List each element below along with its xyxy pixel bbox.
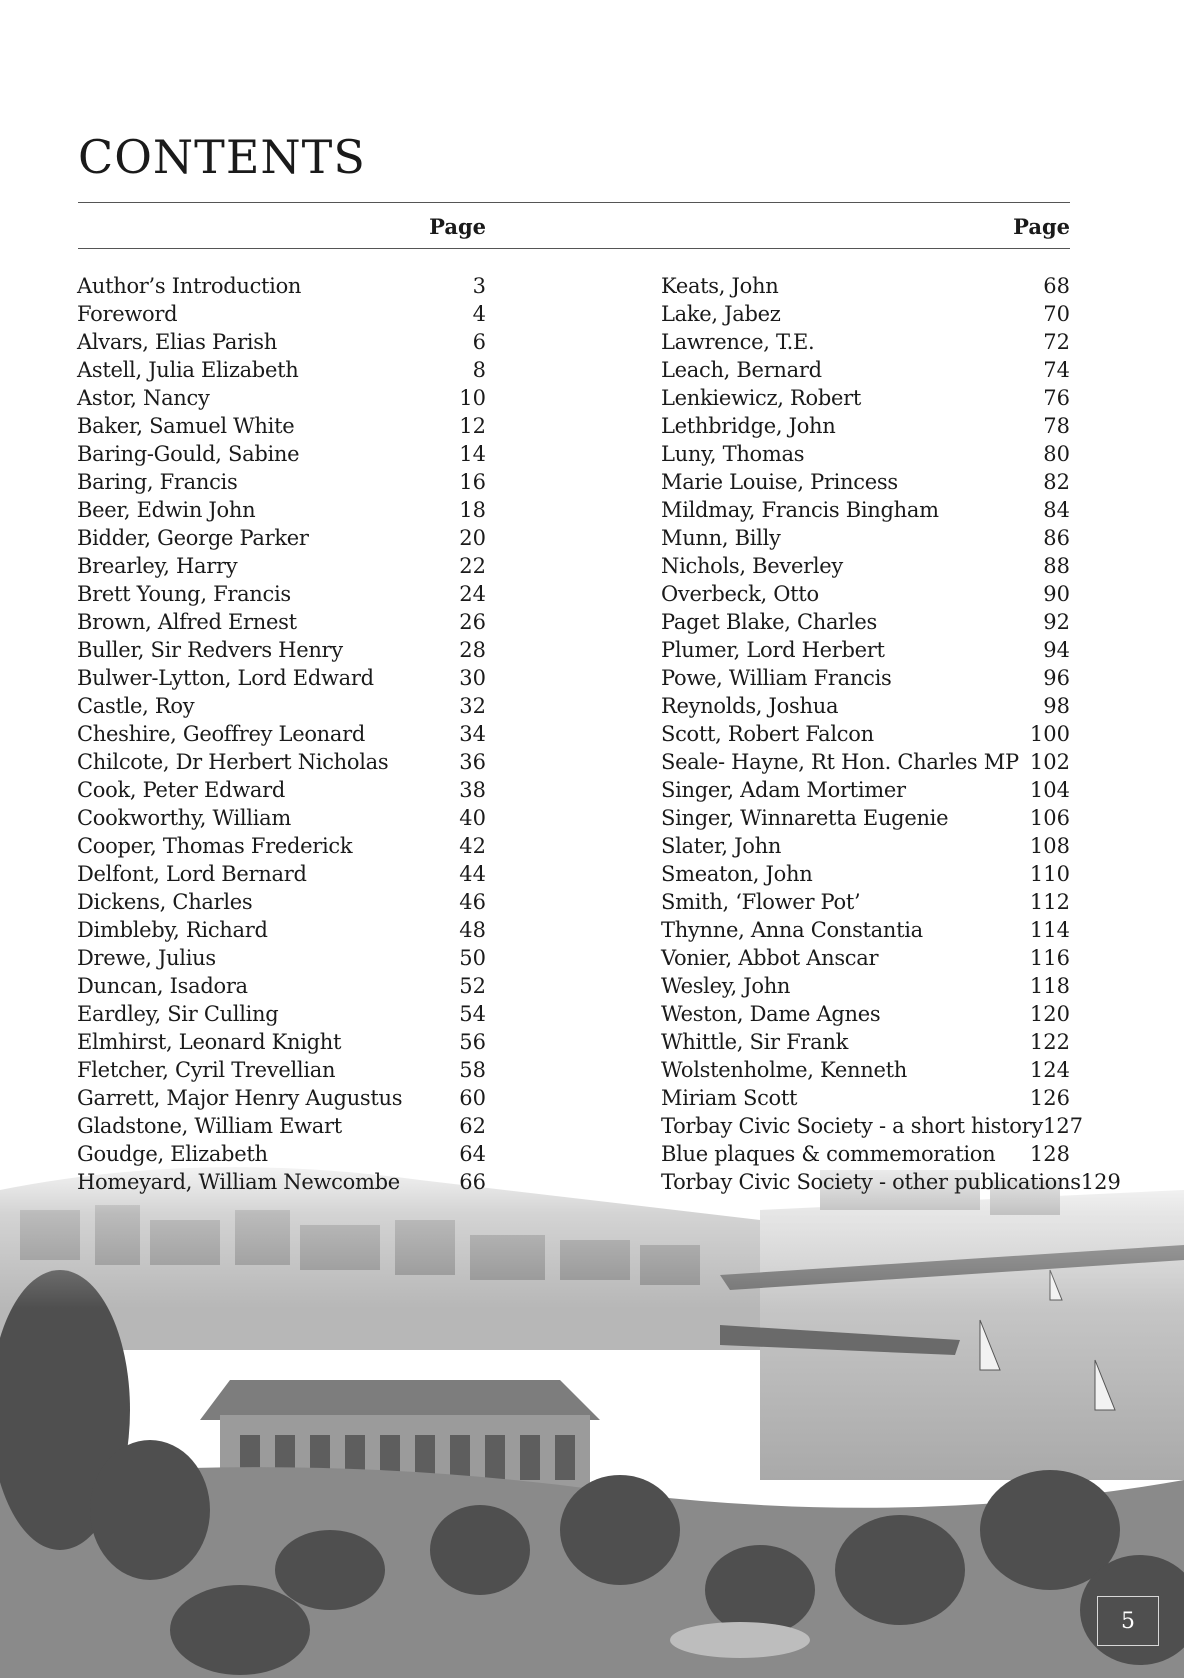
entry-page-number: 14: [459, 442, 486, 466]
entry-page-number: 86: [1043, 526, 1070, 550]
entry-title: Powe, William Francis: [661, 666, 892, 690]
contents-entry: [77, 552, 486, 580]
entry-page-number: 54: [459, 1002, 486, 1026]
contents-entry: [661, 1084, 1070, 1112]
entry-title: Slater, John: [661, 834, 782, 858]
entry-page-number: 32: [459, 694, 486, 718]
entry-page-number: 108: [1029, 834, 1070, 858]
contents-entry: [77, 496, 486, 524]
entry-title: Foreword: [77, 302, 178, 326]
entry-page-number: 126: [1029, 1086, 1070, 1110]
entry-title: Smeaton, John: [661, 862, 813, 886]
entry-page-number: 12: [459, 414, 486, 438]
header-top-rule: [78, 202, 1070, 203]
contents-entry: [661, 720, 1070, 748]
entry-title: Alvars, Elias Parish: [77, 330, 277, 354]
contents-entry: [77, 1140, 486, 1168]
contents-entry: [661, 1000, 1070, 1028]
contents-entry: [77, 1112, 486, 1140]
contents-entry: [661, 916, 1070, 944]
entry-page-number: 92: [1043, 610, 1070, 634]
harbour-engraving-illustration: [0, 1150, 1184, 1678]
entry-title: Keats, John: [661, 274, 779, 298]
entry-title: Cheshire, Geoffrey Leonard: [77, 722, 365, 746]
entry-title: Buller, Sir Redvers Henry: [77, 638, 343, 662]
entry-title: Cook, Peter Edward: [77, 778, 285, 802]
entry-page-number: 122: [1029, 1030, 1070, 1054]
contents-entry: [661, 944, 1070, 972]
contents-entry: [77, 804, 486, 832]
contents-entry: [661, 328, 1070, 356]
entry-page-number: 127: [1042, 1114, 1084, 1138]
contents-entry: [77, 832, 486, 860]
entry-page-number: 72: [1043, 330, 1070, 354]
contents-entry: [77, 636, 486, 664]
contents-entry: [77, 1056, 486, 1084]
entry-page-number: 8: [472, 358, 486, 382]
contents-entry: [661, 524, 1070, 552]
contents-entry: [77, 664, 486, 692]
entry-page-number: 74: [1043, 358, 1070, 382]
entry-title: Homeyard, William Newcombe: [77, 1170, 400, 1194]
contents-entry: [661, 748, 1070, 776]
contents-list-left: [77, 272, 486, 1196]
entry-page-number: 102: [1029, 750, 1070, 774]
contents-entry: [77, 1168, 486, 1196]
contents-entry: [661, 496, 1070, 524]
entry-page-number: 4: [472, 302, 486, 326]
contents-entry: [661, 356, 1070, 384]
entry-page-number: 18: [459, 498, 486, 522]
entry-title: Baring, Francis: [77, 470, 238, 494]
entry-title: Reynolds, Joshua: [661, 694, 839, 718]
entry-title: Smith, ‘Flower Pot’: [661, 890, 861, 914]
entry-title: Bidder, George Parker: [77, 526, 309, 550]
entry-title: Drewe, Julius: [77, 946, 216, 970]
entry-page-number: 10: [459, 386, 486, 410]
entry-page-number: 112: [1029, 890, 1070, 914]
contents-entry: [77, 1000, 486, 1028]
contents-entry: [77, 1028, 486, 1056]
entry-title: Munn, Billy: [661, 526, 781, 550]
entry-page-number: 120: [1029, 1002, 1070, 1026]
contents-entry: [77, 328, 486, 356]
entry-page-number: 44: [459, 862, 486, 886]
entry-title: Goudge, Elizabeth: [77, 1142, 268, 1166]
contents-entry: [77, 608, 486, 636]
contents-entry: [77, 860, 486, 888]
entry-title: Duncan, Isadora: [77, 974, 248, 998]
entry-page-number: 28: [459, 638, 486, 662]
contents-entry: [661, 832, 1070, 860]
entry-page-number: 104: [1029, 778, 1070, 802]
contents-entry: [661, 636, 1070, 664]
entry-title: Lake, Jabez: [661, 302, 781, 326]
contents-entry: [77, 916, 486, 944]
entry-page-number: 80: [1043, 442, 1070, 466]
entry-title: Gladstone, William Ewart: [77, 1114, 342, 1138]
entry-page-number: 110: [1029, 862, 1070, 886]
entry-title: Overbeck, Otto: [661, 582, 819, 606]
entry-page-number: 40: [459, 806, 486, 830]
entry-title: Vonier, Abbot Anscar: [661, 946, 879, 970]
entry-page-number: 76: [1043, 386, 1070, 410]
entry-page-number: 48: [459, 918, 486, 942]
entry-title: Garrett, Major Henry Augustus: [77, 1086, 403, 1110]
contents-entry: [77, 468, 486, 496]
contents-entry: [77, 440, 486, 468]
entry-title: Brett Young, Francis: [77, 582, 291, 606]
entry-title: Brearley, Harry: [77, 554, 238, 578]
entry-title: Author’s Introduction: [77, 274, 302, 298]
entry-title: Baker, Samuel White: [77, 414, 295, 438]
entry-title: Whittle, Sir Frank: [661, 1030, 848, 1054]
entry-title: Fletcher, Cyril Trevellian: [77, 1058, 336, 1082]
entry-page-number: 20: [459, 526, 486, 550]
entry-title: Delfont, Lord Bernard: [77, 862, 307, 886]
entry-page-number: 106: [1029, 806, 1070, 830]
contents-entry: [77, 720, 486, 748]
contents-entry: [661, 552, 1070, 580]
entry-page-number: 82: [1043, 470, 1070, 494]
entry-title: Torbay Civic Society - a short history: [661, 1114, 1043, 1138]
entry-page-number: 128: [1029, 1142, 1070, 1166]
contents-entry: [661, 1056, 1070, 1084]
contents-entry: [77, 412, 486, 440]
entry-page-number: 98: [1043, 694, 1070, 718]
entry-title: Bulwer-Lytton, Lord Edward: [77, 666, 374, 690]
contents-entry: [661, 440, 1070, 468]
entry-page-number: 78: [1043, 414, 1070, 438]
contents-entry: [661, 664, 1070, 692]
entry-title: Torbay Civic Society - other publications: [661, 1170, 1081, 1194]
contents-entry: [661, 888, 1070, 916]
entry-title: Lethbridge, John: [661, 414, 836, 438]
header-bottom-rule: [78, 248, 1070, 249]
contents-entry: [661, 804, 1070, 832]
entry-page-number: 116: [1029, 946, 1070, 970]
entry-page-number: 114: [1029, 918, 1070, 942]
entry-page-number: 70: [1043, 302, 1070, 326]
entry-page-number: 118: [1029, 974, 1070, 998]
entry-page-number: 64: [459, 1142, 486, 1166]
contents-entry: [661, 692, 1070, 720]
contents-entry: [77, 300, 486, 328]
entry-page-number: 36: [459, 750, 486, 774]
entry-title: Beer, Edwin John: [77, 498, 256, 522]
entry-page-number: 24: [459, 582, 486, 606]
entry-title: Luny, Thomas: [661, 442, 805, 466]
entry-page-number: 6: [472, 330, 486, 354]
entry-page-number: 129: [1080, 1170, 1121, 1194]
entry-title: Wolstenholme, Kenneth: [661, 1058, 907, 1082]
entry-title: Wesley, John: [661, 974, 791, 998]
contents-entry: [77, 356, 486, 384]
entry-title: Seale- Hayne, Rt Hon. Charles MP: [661, 750, 1019, 774]
contents-entry: [77, 972, 486, 1000]
entry-title: Singer, Adam Mortimer: [661, 778, 906, 802]
contents-entry: [77, 692, 486, 720]
contents-entry: [661, 1140, 1070, 1168]
page-column-header-left: Page: [429, 214, 486, 239]
entry-title: Marie Louise, Princess: [661, 470, 898, 494]
entry-page-number: 50: [459, 946, 486, 970]
entry-title: Weston, Dame Agnes: [661, 1002, 881, 1026]
entry-title: Singer, Winnaretta Eugenie: [661, 806, 949, 830]
contents-entry: [77, 524, 486, 552]
entry-page-number: 96: [1043, 666, 1070, 690]
entry-page-number: 100: [1029, 722, 1070, 746]
entry-page-number: 90: [1043, 582, 1070, 606]
contents-entry: [661, 580, 1070, 608]
entry-page-number: 34: [459, 722, 486, 746]
contents-entry: [661, 300, 1070, 328]
entry-title: Astell, Julia Elizabeth: [77, 358, 299, 382]
contents-entry: [661, 860, 1070, 888]
page-title: CONTENTS: [78, 130, 366, 184]
contents-entry: [661, 412, 1070, 440]
entry-title: Dimbleby, Richard: [77, 918, 268, 942]
entry-title: Mildmay, Francis Bingham: [661, 498, 939, 522]
contents-entry: [77, 944, 486, 972]
entry-title: Lawrence, T.E.: [661, 330, 815, 354]
entry-title: Paget Blake, Charles: [661, 610, 877, 634]
entry-page-number: 60: [459, 1086, 486, 1110]
contents-entry: [77, 888, 486, 916]
entry-title: Castle, Roy: [77, 694, 195, 718]
contents-entry: [77, 384, 486, 412]
entry-page-number: 56: [459, 1030, 486, 1054]
entry-page-number: 94: [1043, 638, 1070, 662]
contents-entry: [661, 608, 1070, 636]
entry-title: Lenkiewicz, Robert: [661, 386, 862, 410]
contents-entry: [661, 384, 1070, 412]
entry-title: Dickens, Charles: [77, 890, 253, 914]
entry-title: Elmhirst, Leonard Knight: [77, 1030, 342, 1054]
entry-page-number: 68: [1043, 274, 1070, 298]
entry-title: Plumer, Lord Herbert: [661, 638, 885, 662]
entry-title: Scott, Robert Falcon: [661, 722, 874, 746]
entry-title: Baring-Gould, Sabine: [77, 442, 300, 466]
entry-page-number: 124: [1029, 1058, 1070, 1082]
contents-entry: [661, 776, 1070, 804]
entry-page-number: 46: [459, 890, 486, 914]
entry-page-number: 22: [459, 554, 486, 578]
contents-entry: [77, 580, 486, 608]
entry-page-number: 62: [459, 1114, 486, 1138]
entry-title: Nichols, Beverley: [661, 554, 843, 578]
contents-list-right: [661, 272, 1121, 1196]
contents-entry: [661, 272, 1070, 300]
contents-entry: [77, 748, 486, 776]
entry-page-number: 3: [472, 274, 486, 298]
entry-title: Brown, Alfred Ernest: [77, 610, 297, 634]
contents-entry: [661, 1168, 1121, 1196]
entry-page-number: 42: [459, 834, 486, 858]
entry-title: Leach, Bernard: [661, 358, 822, 382]
entry-page-number: 88: [1043, 554, 1070, 578]
entry-title: Cooper, Thomas Frederick: [77, 834, 353, 858]
contents-entry: [77, 272, 486, 300]
entry-title: Cookworthy, William: [77, 806, 291, 830]
page-number: 5: [1097, 1596, 1159, 1646]
entry-page-number: 38: [459, 778, 486, 802]
entry-title: Eardley, Sir Culling: [77, 1002, 279, 1026]
entry-title: Blue plaques & commemoration: [661, 1142, 996, 1166]
entry-page-number: 84: [1043, 498, 1070, 522]
page-column-header-right: Page: [1013, 214, 1070, 239]
contents-entry: [661, 972, 1070, 1000]
entry-page-number: 66: [459, 1170, 486, 1194]
contents-entry: [661, 468, 1070, 496]
entry-page-number: 30: [459, 666, 486, 690]
contents-entry: [661, 1028, 1070, 1056]
entry-page-number: 58: [459, 1058, 486, 1082]
entry-title: Astor, Nancy: [77, 386, 210, 410]
contents-entry: [77, 1084, 486, 1112]
entry-page-number: 16: [459, 470, 486, 494]
entry-title: Thynne, Anna Constantia: [661, 918, 923, 942]
entry-page-number: 52: [459, 974, 486, 998]
contents-entry: [77, 776, 486, 804]
entry-title: Miriam Scott: [661, 1086, 798, 1110]
entry-page-number: 26: [459, 610, 486, 634]
entry-title: Chilcote, Dr Herbert Nicholas: [77, 750, 389, 774]
contents-entry: [661, 1112, 1084, 1140]
